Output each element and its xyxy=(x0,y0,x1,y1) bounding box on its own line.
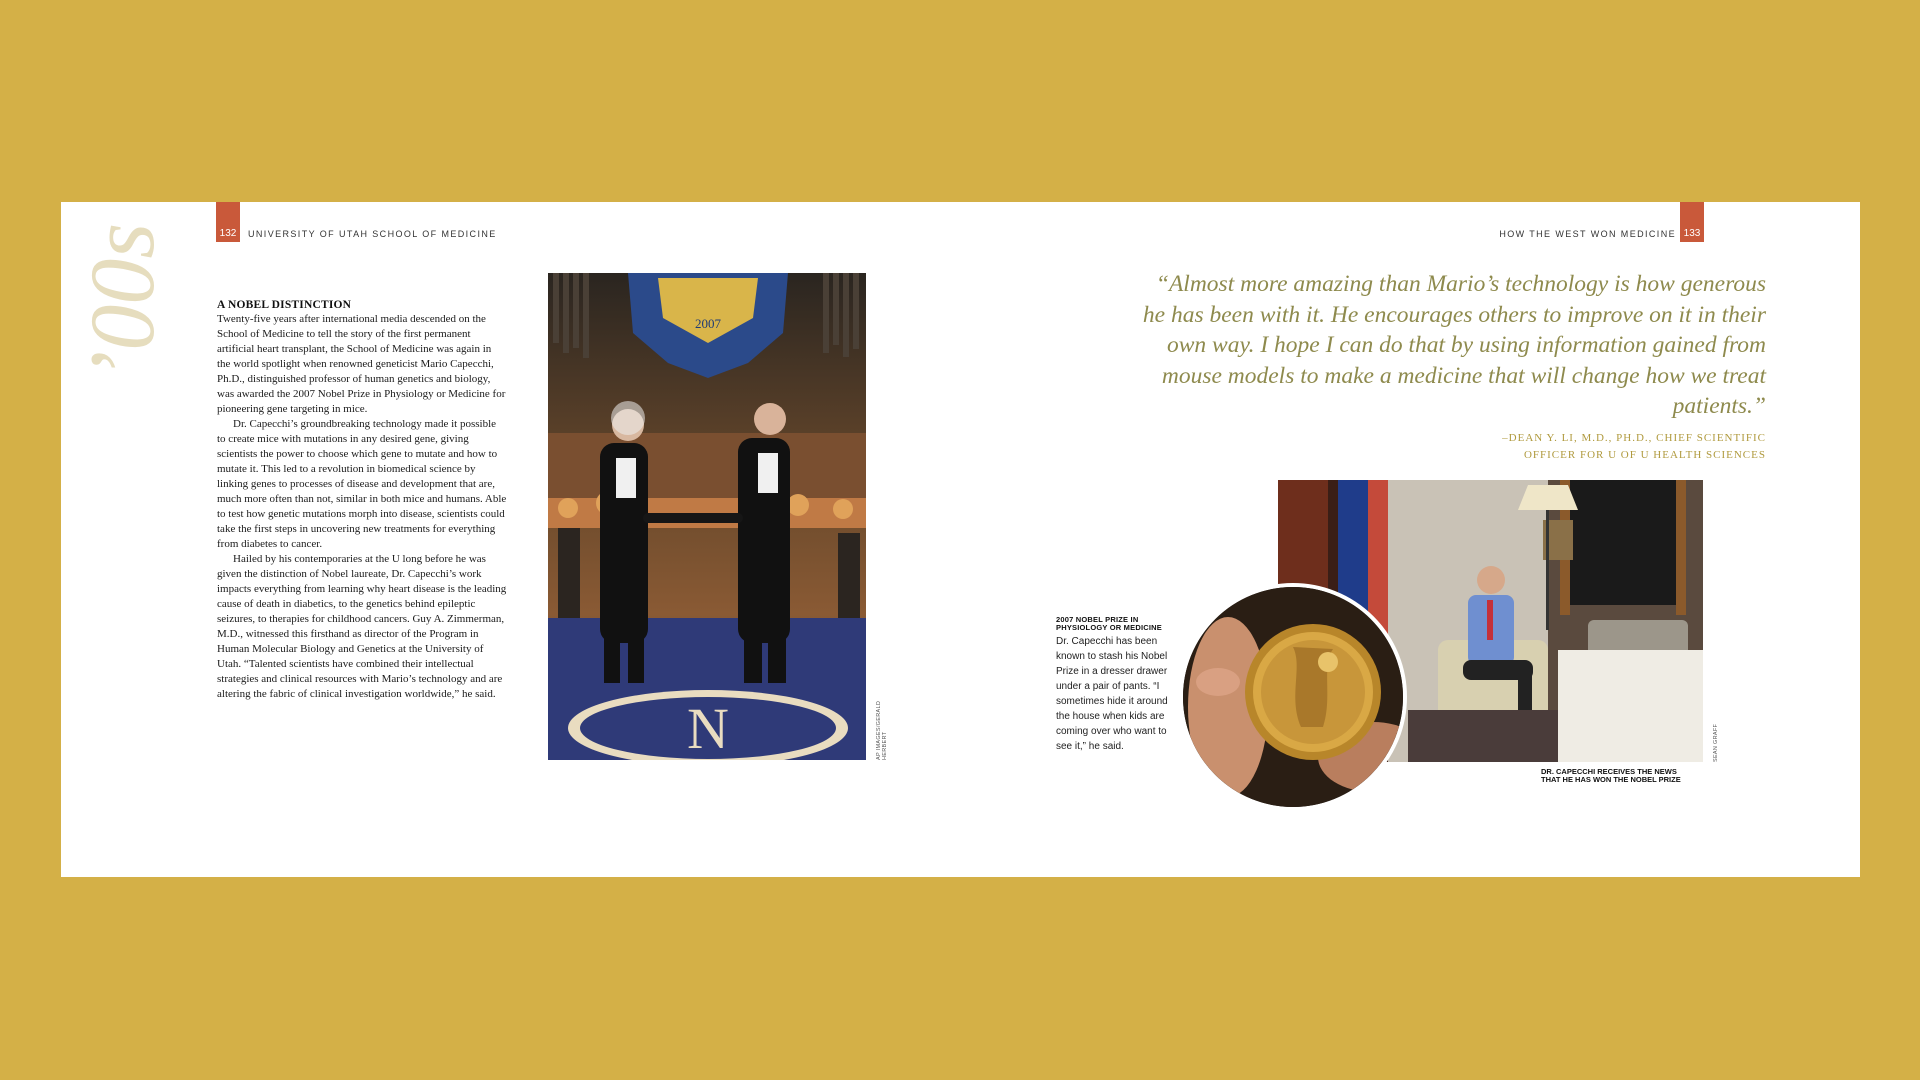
office-photo-caption: DR. CAPECCHI RECEIVES THE NEWS THAT HE HAS WON THE NOBEL PRIZE xyxy=(1541,767,1681,784)
quote-attribution: –DEAN Y. LI, M.D., PH.D., CHIEF SCIENTIFIC OFFICER FOR U OF U HEALTH SCIENCES xyxy=(1502,432,1766,461)
book-spread xyxy=(61,202,1860,877)
pull-quote: “Almost more amazing than Mario’s technology is how generous he has been with it. He encourages others to improve on it in their own way. I hope I can do that by using information gained from mouse models to make a medicine that will change how we treat patients.” xyxy=(1142,271,1766,419)
nobel-medal-photo xyxy=(1179,583,1407,811)
article-nobel-distinction xyxy=(217,299,507,702)
article-paragraph: Hailed by his contemporaries at the U long before he was given the distinction of Nobel laureate, Dr. Capecchi’s work impacts everything from learning why heart disease is the leading cause of death in diabetics, to the genetics behind epileptic seizures, to therapies for childhood cancers. Guy A. Zimmerman, M.D., witnessed this firsthand as director of the Program in Human Molecular Biology and Genetics at the University of Utah. “Talented scientists have combined their intellectual strategies and clinical resources with Mario’s technology and are altering the fabric of clinical investigation worldwide,” he said. xyxy=(217,553,507,700)
article-paragraph: Twenty-five years after international media descended on the School of Medicine to tell the story of the first permanent artificial heart transplant, the School of Medicine was again in the world spotlight when renowned geneticist Mario Capecchi, Ph.D., distinguished professor of human genetics and biology, was awarded the 2007 Nobel Prize in Physiology or Medicine for pioneering gene targeting in mice. xyxy=(217,313,506,415)
ceremony-photo-credit: AP IMAGES/GERALD HERBERT xyxy=(876,700,888,760)
article-heading: A NOBEL DISTINCTION xyxy=(217,299,352,311)
article-paragraph: Dr. Capecchi’s groundbreaking technology made it possible to create mice with mutations in any desired gene, giving scientists the power to choose which gene to mutate and how to mutate it. This led to a revolution in biomedical science by linking genes to processes of disease and development that are, much more often than not, similar in both mice and humans. Able to test how genetic mutations morph into disease, scientists could take the first steps in uncovering new treatments for everything from diabetes to cancer. xyxy=(217,418,507,550)
office-photo-credit: SEAN GRAFF xyxy=(1713,723,1719,762)
nobel-ceremony-photo xyxy=(548,273,866,760)
left-running-head: UNIVERSITY OF UTAH SCHOOL OF MEDICINE xyxy=(248,229,497,239)
banner-year: 2007 xyxy=(695,316,721,331)
decade-label: ’00s xyxy=(71,222,174,382)
svg-text:N: N xyxy=(687,696,729,760)
left-page-number: 132 xyxy=(216,202,240,242)
medal-caption: 2007 NOBEL PRIZE IN PHYSIOLOGY OR MEDICINE Dr. Capecchi has been known to stash his Nobel Prize in a dresser drawer under a pair of pants. “I sometimes hide it around the house when kids are coming over who want to see it,” he said. xyxy=(1056,615,1168,752)
right-page-number: 133 xyxy=(1680,202,1704,242)
right-running-head: HOW THE WEST WON MEDICINE xyxy=(1499,229,1676,239)
